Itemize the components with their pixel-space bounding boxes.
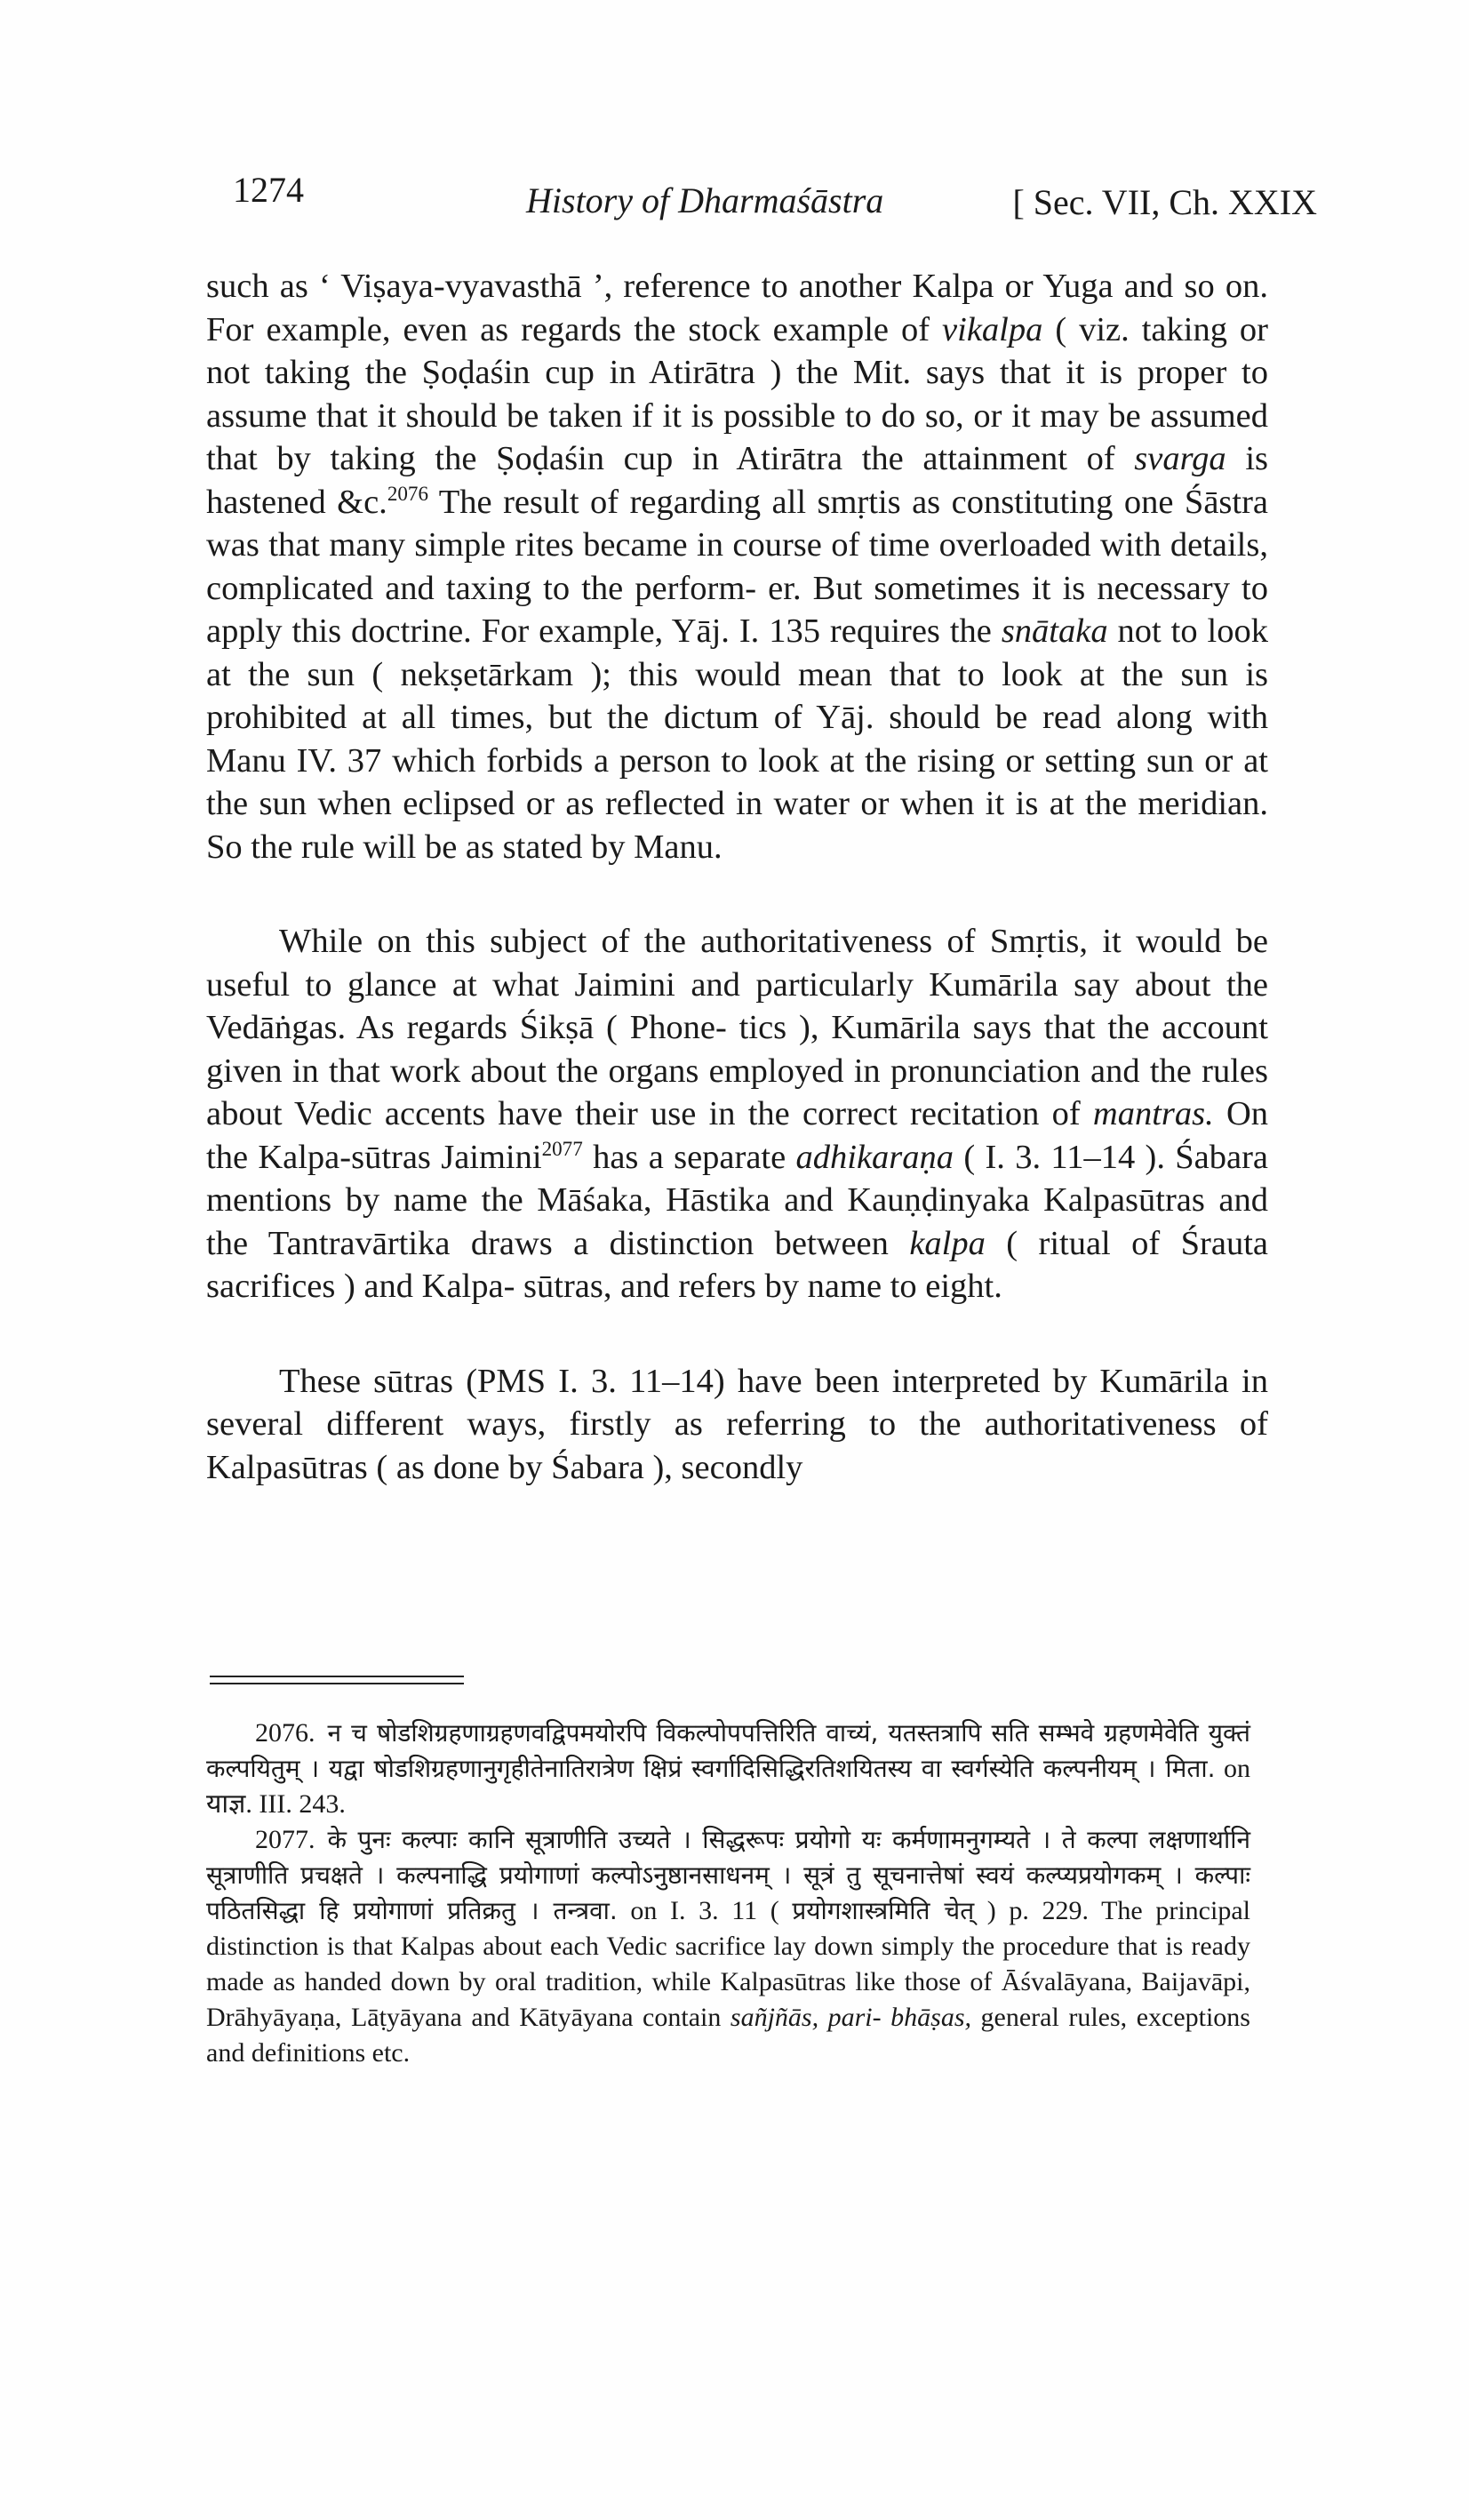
footnote-citation: on याज्ञ. III. 243.: [206, 1754, 1250, 1819]
italic-term: svarga: [1134, 440, 1226, 477]
page-header: [233, 169, 1335, 231]
section-reference: [ Sec. VII, Ch. XXIX: [1012, 182, 1317, 222]
sanskrit-quote: न च षोडशिग्रहणाग्रहणवद्विपमयोरपि विकल्पोपपत्तिरिति वाच्यं, यतस्तत्रापि सति सम्भवे ग्रहणमेवेति युक्तं कल्पयितुम् । यद्वा षोडशिग्रहणानुगृहीतेनातिरात्रेण क्षिप्रं स्वर्गादिसिद्धिरतिशयितस्य वा स्वर्गस्येति कल्पनीयम् । मिता.: [206, 1718, 1250, 1783]
footnote-2077: [206, 1822, 1250, 2071]
footnote-text: ) p. 229. The principal distinction is that Kalpas about each Vedic sacrifice lay down simply the procedure that is ready made as handed down by oral tradition, while Kalpasūtras like those of Āśvalāyana, Baijavāpi, Drāhyāyaṇa, Lāṭyāyana and Kātyāyana contain: [206, 1896, 1250, 2032]
text-run: ( I. 3. 11–14 ). Śabara mentions by name the Māśaka, Hāstika and Kauṇḍinyaka Kalpasūtras and the Tantravārtika draws a distinction between: [206, 1138, 1269, 1262]
text-run: The result of regarding all smṛtis as constituting one Śāstra was that many simple rites became in course of time overloaded with details, complicated and taxing to the perform- er. But sometimes it is necessary to apply this doctrine. For example, Yāj. I. 135 requires the: [206, 483, 1268, 650]
italic-term: sañjñās, pari- bhāṣas,: [730, 2003, 971, 2032]
running-title: History of Dharmaśāstra: [526, 180, 884, 220]
page-number: 1274: [233, 170, 304, 210]
footnote-number: 2076.: [255, 1718, 315, 1748]
footnote-text: general rules, exceptions and definitions etc.: [206, 2003, 1250, 2068]
sanskrit-quote: के पुनः कल्पाः कानि सूत्राणीति उच्यते । सिद्धरूपः प्रयोगो यः कर्मणामनुगम्यते । ते कल्पा लक्षणार्थानि सूत्राणीति प्रचक्षते । कल्पनाद्धि प्रयोगाणां कल्पोऽनुष्ठानसाधनम् । सूत्रं तु सूचनात्तेषां स्वयं कल्प्यप्रयोगकम् । कल्पाः पठितसिद्धा हि प्रयोगाणां प्रतिक्रतु । तन्त्रवा.: [206, 1825, 1250, 1925]
text-run: ( viz. taking or not taking the Ṣoḍaśin cup in Atirātra ) the Mit. says that it is proper to assume that it should be taken if it is possible to do so, or it may be assumed that by taking the Ṣoḍaśin cup in Atirātra the attainment of: [206, 310, 1268, 477]
footnote-divider: [210, 1676, 464, 1677]
text-run: such as ‘ Viṣaya-vyavasthā ’, reference to another Kalpa or Yuga and so on. For example, even as regards the stock example of: [206, 268, 1268, 348]
italic-term: vikalpa: [942, 310, 1043, 348]
paragraph-3: These sūtras (PMS I. 3. 11–14) have been interpreted by Kumārila in several different ways, firstly as referring to the authoritativeness of Kalpasūtras ( as done by Śabara ), secondly: [206, 1362, 1268, 1486]
text-run: is hastened &c.: [206, 440, 1268, 521]
footnote-number: 2077.: [255, 1825, 315, 1854]
footnote-ref-2076: 2076: [387, 481, 428, 505]
italic-term: mantras.: [1092, 1095, 1214, 1132]
text-run: While on this subject of the authoritativeness of Smṛtis, it would be useful to glance at what Jaimini and particularly Kumārila say about the Vedāṅgas. As regards Śikṣā ( Phone- tics ), Kumārila says that the account given in that work about the organs employed in pronunciation and the rules about Vedic accents have their use in the correct recitation of: [206, 923, 1268, 1132]
italic-term: snātaka: [1001, 612, 1108, 650]
text-run: On the Kalpa-sūtras Jaimini: [206, 1095, 1268, 1176]
main-text: [206, 265, 1268, 1489]
paragraph-1: [206, 265, 1268, 868]
paragraph-2: [206, 920, 1268, 1308]
italic-term: kalpa: [909, 1224, 986, 1262]
footnotes: [206, 1716, 1250, 2071]
text-run: has a separate: [582, 1138, 796, 1176]
footnote-ref-2077: 2077: [541, 1136, 583, 1160]
footnote-divider-second: [210, 1683, 464, 1684]
sanskrit-quote: प्रयोगशास्त्रमिति चेत्: [792, 1896, 975, 1925]
footnote-citation: on I. 3. 11 (: [617, 1896, 793, 1925]
text-run: not to look at the sun ( nekṣetārkam ); this would mean that to look at the sun is prohibited at all times, but the dictum of Yāj. should be read along with Manu IV. 37 which forbids a person to look at the rising or setting sun or at the sun when eclipsed or as reflected in water or when it is at the meridian. So the rule will be as stated by Manu.: [206, 612, 1269, 866]
italic-term: adhikaraṇa: [795, 1138, 954, 1176]
text-run: ( ritual of Śrauta sacrifices ) and Kalpa- sūtras, and refers by name to eight.: [206, 1224, 1268, 1305]
footnote-2076: [206, 1716, 1250, 1822]
